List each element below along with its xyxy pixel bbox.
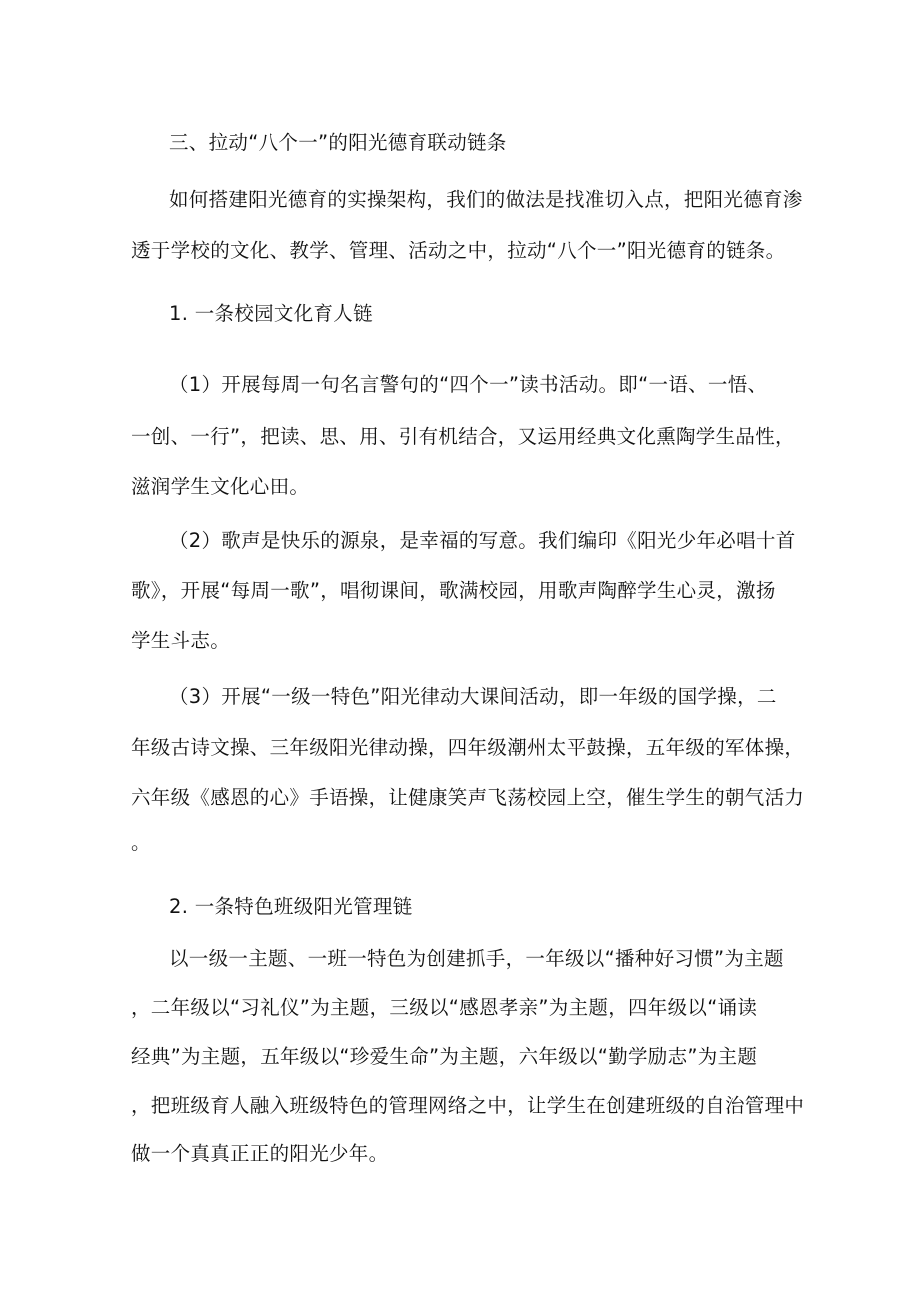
intro-line-2: 透于学校的文化、教学、管理、活动之中，拉动“八个一”阳光德育的链条。 <box>131 239 786 262</box>
para2-line-1: 以一级一主题、一班一特色为创建抓手，一年级以“播种好习惯”为主题 <box>169 947 784 970</box>
section-heading: 三、拉动“八个一”的阳光德育联动链条 <box>169 131 507 154</box>
item1-line-1: （1）开展每周一句名言警句的“四个一”读书活动。即“一语、一悟、 <box>169 373 768 396</box>
item2-line-1: （2）歌声是快乐的源泉，是幸福的写意。我们编印《阳光少年必唱十首 <box>169 529 796 552</box>
item3-line-4: 。 <box>131 831 151 854</box>
item3-line-1: （3）开展“一级一特色”阳光律动大课间活动，即一年级的国学操，二 <box>169 685 777 708</box>
para2-line-4: ，把班级育人融入班级特色的管理网络之中，让学生在创建班级的自治管理中 <box>131 1094 805 1117</box>
item2-line-3: 学生斗志。 <box>131 629 231 652</box>
item2-line-2: 歌》，开展“每周一歌”，唱彻课间，歌满校园，用歌声陶醉学生心灵，激扬 <box>131 579 776 602</box>
item1-line-2: 一创、一行”，把读、思、用、引有机结合，又运用经典文化熏陶学生品性， <box>131 425 795 448</box>
intro-line-1: 如何搭建阳光德育的实操架构，我们的做法是找准切入点，把阳光德育渗 <box>169 188 803 211</box>
item1-line-3: 滋润学生文化心田。 <box>131 475 310 498</box>
para2-line-5: 做一个真真正正的阳光少年。 <box>131 1142 389 1165</box>
item3-line-3: 六年级《感恩的心》手语操，让健康笑声飞荡校园上空，催生学生的朝气活力 <box>131 786 805 809</box>
para2-line-2: ，二年级以“习礼仪”为主题，三级以“感恩孝亲”为主题，四年级以“诵读 <box>131 996 758 1019</box>
subheading-class-chain: 2. 一条特色班级阳光管理链 <box>169 895 413 918</box>
subheading-culture-chain: 1. 一条校园文化育人链 <box>169 302 373 325</box>
item3-line-2: 年级古诗文操、三年级阳光律动操，四年级潮州太平鼓操，五年级的军体操， <box>131 736 805 759</box>
para2-line-3: 经典”为主题，五年级以“珍爱生命”为主题，六年级以“勤学励志”为主题 <box>131 1045 758 1068</box>
